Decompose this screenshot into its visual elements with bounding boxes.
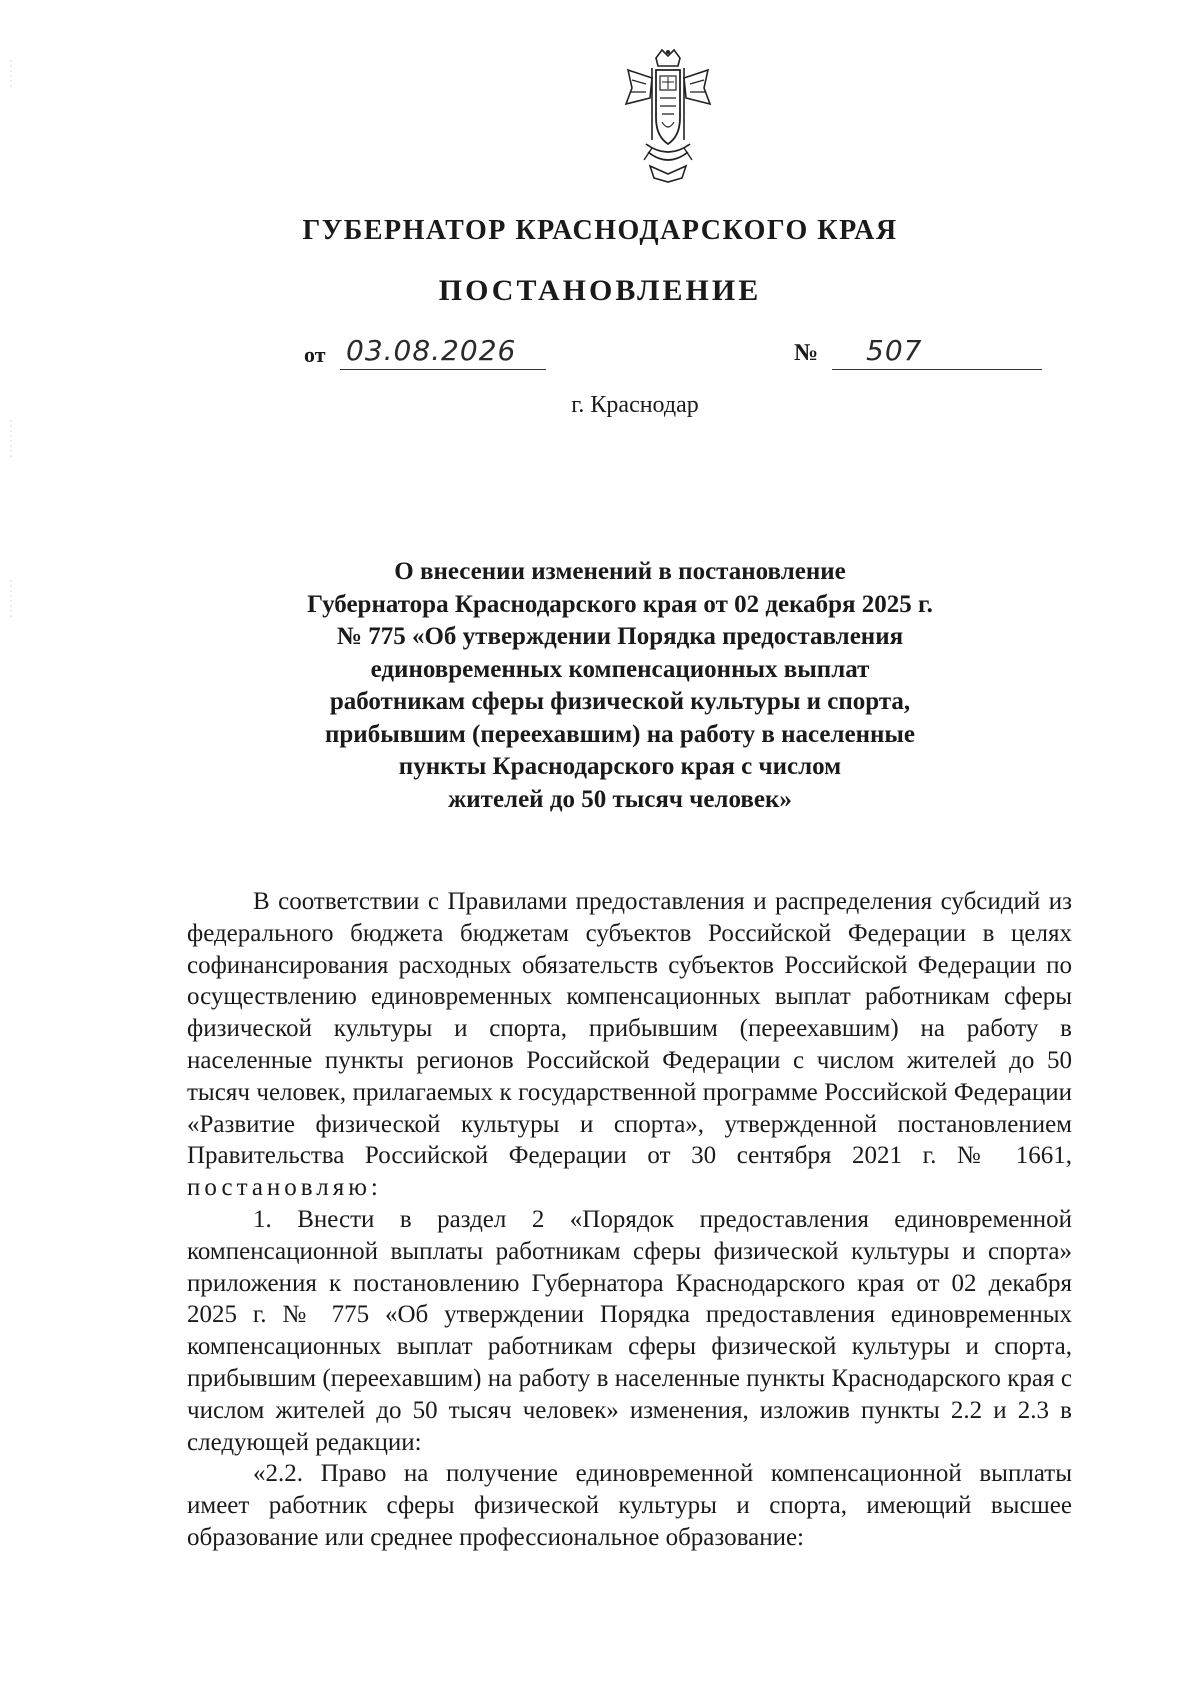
title-line: жителей до 50 тысяч человек» (448, 785, 792, 813)
resolution-word: постановляю: (187, 1174, 382, 1202)
issuing-authority: ГУБЕРНАТОР КРАСНОДАРСКОГО КРАЯ (302, 215, 898, 246)
date-number-row (304, 334, 1044, 380)
preamble-text: В соответствии с Правилами предоставления и распределения субсидий из федерального бюджета бюджетам субъектов Российской Федерации в целях софинансирования расходных обязательств субъектов Российской Федерации по осуществлению единовременных компенсационных выплат работникам сферы физической культуры и спорта, прибывшим (переехавшим) на работу в населенные пункты регионов Российской Федерации с числом жителей до 50 тысяч человек, прилагаемых к государственной программе Российской Федерации «Развитие физической культуры и спорта», утвержденной постановлением Правительства Российской Федерации от 30 сентября 2021 г. № 1661, (187, 888, 1072, 1170)
number-value: 507 (832, 334, 1042, 370)
krasnodar-krai-coat-of-arms-icon (622, 48, 714, 186)
scan-margin-marks (10, 60, 12, 680)
date-value: 03.08.2026 (340, 334, 546, 370)
title-line: О внесении изменений в постановление (394, 558, 846, 585)
title-line: пункты Краснодарского края с числом (398, 753, 842, 780)
date-label: от (304, 342, 326, 367)
body-paragraph-item-1: 1. Внести в раздел 2 «Порядок предоставления единовременной компенсационной выплаты работникам сферы физической культуры и спорта» приложения к постановлению Губернатора Краснодарского края от 02 декабря 2025 г. № 775 «Об утверждении Порядка предоставления единовременных компенсационных выплат работникам сферы физической культуры и спорта, прибывшим (переехавшим) на работу в населенные пункты Краснодарского края с числом жителей до 50 тысяч человек» изменения, изложив пункты 2.2 и 2.3 в следующей редакции: (187, 1205, 1072, 1456)
document-type: ПОСТАНОВЛЕНИЕ (438, 274, 762, 307)
body-paragraph-preamble (187, 886, 1072, 1204)
title-line: работникам сферы физической культуры и спорта, (329, 688, 911, 715)
number-label: № (794, 340, 819, 366)
title-line: прибывшим (переехавшим) на работу в населенные (324, 720, 916, 748)
document-title (200, 556, 1040, 816)
title-line: Губернатора Краснодарского края от 02 декабря 2025 г. (307, 590, 933, 618)
title-line: № 775 «Об утверждении Порядка предоставления (336, 623, 904, 650)
title-line: единовременных компенсационных выплат (370, 655, 870, 683)
city: г. Краснодар (571, 392, 699, 418)
document-body (187, 886, 1072, 1554)
body-paragraph-item-2-2: «2.2. Право на получение единовременной компенсационной выплаты имеет работник сферы физической культуры и спорта, имеющий высшее образование или среднее профессиональное образование: (187, 1460, 1072, 1551)
